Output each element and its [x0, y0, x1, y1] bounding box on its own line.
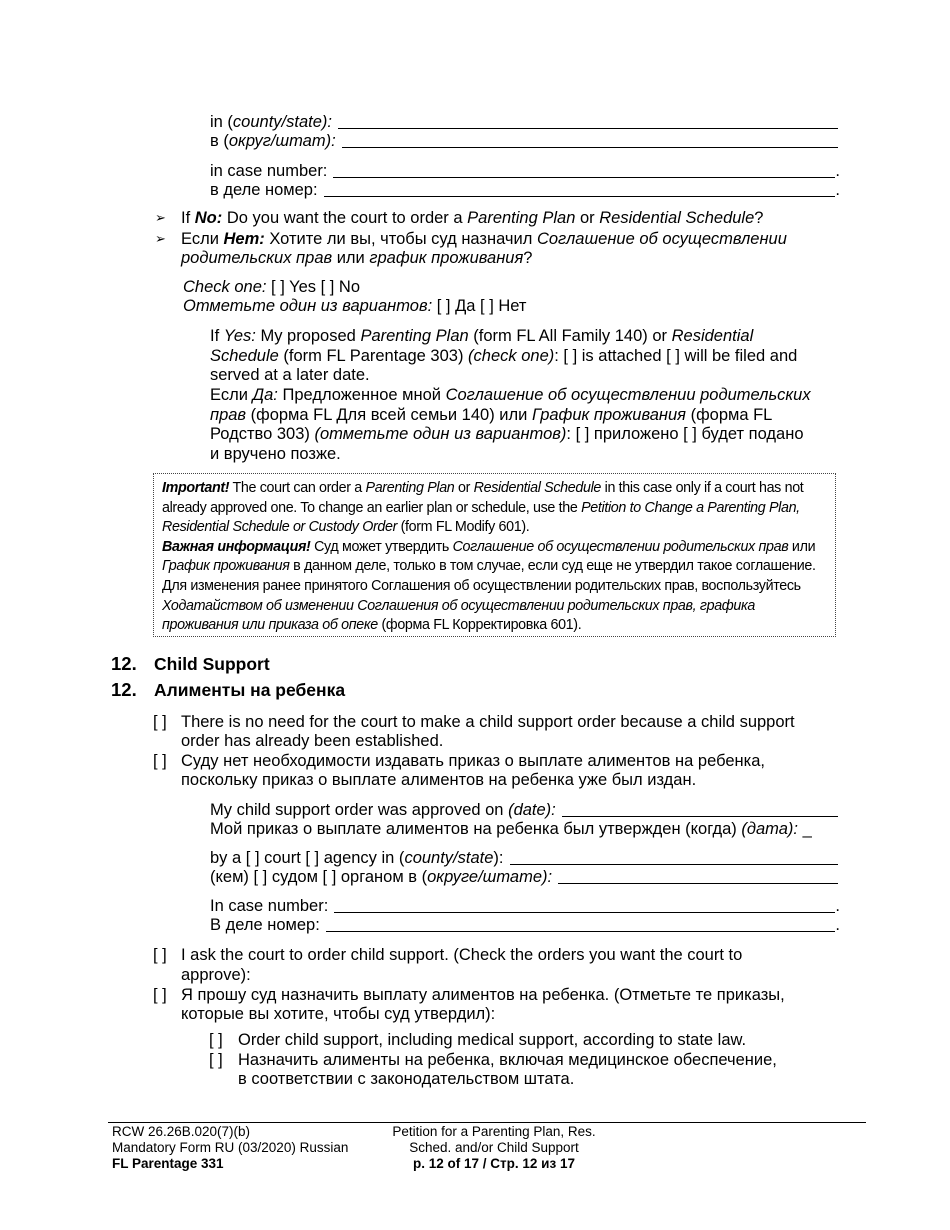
- arrow-bullet-icon: ➢: [155, 210, 166, 225]
- footer-rcw: RCW 26.26B.020(7)(b): [112, 1124, 251, 1139]
- approved-date-en-input-line[interactable]: [562, 816, 838, 817]
- case-ru-input-line[interactable]: [324, 196, 836, 197]
- footer-form-id: FL Parentage 331: [112, 1156, 224, 1171]
- by-court-ru-input-line[interactable]: [558, 883, 838, 884]
- important-notice-box: [153, 473, 836, 637]
- by-court-en-label[interactable]: by a [ ] court [ ] agency in (county/state):: [210, 849, 504, 867]
- case2-ru-label: В деле номер:: [210, 916, 320, 934]
- if-yes-line2[interactable]: Schedule (form FL Parentage 303) (check one): [ ] is attached [ ] will be filed and: [210, 347, 798, 365]
- if-yes-line5: прав (форма FL Для всей семьи 140) или График проживания (форма FL: [210, 406, 773, 424]
- case2-en-input-line[interactable]: [334, 912, 835, 913]
- period: .: [835, 162, 840, 180]
- approved-date-en-label: My child support order was approved on (date):: [210, 801, 556, 819]
- if-yes-line7: и вручено позже.: [210, 445, 341, 463]
- arrow-bullet-icon: ➢: [155, 231, 166, 246]
- case2-ru-input-line[interactable]: [326, 931, 836, 932]
- question-ru-line2: родительских прав или график проживания?: [181, 249, 533, 267]
- case-ru-label: в деле номер:: [210, 181, 318, 199]
- footer-form-title1: Petition for a Parenting Plan, Res.: [392, 1124, 596, 1139]
- by-court-ru-field: [210, 867, 838, 887]
- county-en-input-line[interactable]: [338, 128, 838, 129]
- if-yes-line1: If Yes: My proposed Parenting Plan (form FL All Family 140) or Residential: [210, 327, 754, 345]
- option1-checkbox-ru[interactable]: [ ]: [153, 752, 167, 770]
- if-yes-line4: Если Да: Предложенное мной Соглашение об осуществлении родительских: [210, 386, 811, 404]
- footer-form-version: Mandatory Form RU (03/2020) Russian: [112, 1140, 349, 1155]
- case-en-input-line[interactable]: [333, 177, 835, 178]
- check-one-en[interactable]: Check one: [ ] Yes [ ] No: [183, 278, 361, 296]
- section-12-heading-en: 12. Child Support: [111, 653, 270, 674]
- period: .: [835, 916, 840, 934]
- approved-date-en-field: [210, 800, 838, 820]
- if-yes-line3: served at a later date.: [210, 366, 370, 384]
- case-en-label: in case number:: [210, 162, 328, 180]
- sub-option-ru-line2: в соответствии с законодательством штата.: [238, 1070, 575, 1088]
- footer-form-title2: Sched. and/or Child Support: [409, 1140, 579, 1155]
- period: .: [835, 181, 840, 199]
- option1-checkbox[interactable]: [ ]: [153, 713, 167, 731]
- question-ru-line1: Если Нет: Хотите ли вы, чтобы суд назначил Соглашение об осуществлении: [181, 230, 787, 248]
- case2-en-label: In case number:: [210, 897, 329, 915]
- footer-divider: [108, 1122, 866, 1123]
- footer-page-number: p. 12 of 17 / Стр. 12 из 17: [413, 1156, 575, 1171]
- county-en-label: in (county/state):: [210, 113, 332, 131]
- by-court-en-input-line[interactable]: [510, 864, 838, 865]
- option2-en-line1: I ask the court to order child support. (Check the orders you want the court to: [181, 946, 743, 964]
- question-en: If No: Do you want the court to order a Parenting Plan or Residential Schedule?: [181, 209, 764, 227]
- county-ru-input-line[interactable]: [342, 147, 838, 148]
- sub-option-ru-line1: Назначить алименты на ребенка, включая медицинское обеспечение,: [238, 1051, 777, 1069]
- county-ru-label: в (округ/штат):: [210, 132, 336, 150]
- period: .: [835, 897, 840, 915]
- case-en-field: [210, 161, 840, 181]
- important-ru: Важная информация! Суд может утвердить Соглашение об осуществлении родительских прав или График проживания в данном деле, только в том случае, если суд еще не утвердил такое соглашение. Для изменения ранее принятого Соглашения об осуществлении родительских прав, воспользуйтесь Ходатайством об изменении Соглашения об осуществлении родительских прав, графика проживания или приказа об опеке (форма FL Корректировка 601).: [162, 538, 816, 634]
- section-12-heading-ru: 12. Алименты на ребенка: [111, 679, 346, 700]
- option1-ru-line1: Суду нет необходимости издавать приказ о выплате алиментов на ребенка,: [181, 752, 765, 770]
- case-ru-field: [210, 180, 840, 200]
- check-one-ru[interactable]: Отметьте один из вариантов: [ ] Да [ ] Нет: [183, 297, 527, 315]
- option2-checkbox[interactable]: [ ]: [153, 946, 167, 964]
- option2-en-line2: approve):: [181, 966, 251, 984]
- option2-ru-line1: Я прошу суд назначить выплату алиментов на ребенка. (Отметьте те приказы,: [181, 986, 785, 1004]
- option1-ru-line2: поскольку приказ о выплате алиментов на ребенка уже был издан.: [181, 771, 697, 789]
- footer-middle: [388, 1124, 600, 1172]
- by-court-en-field: [210, 848, 838, 868]
- if-yes-line6[interactable]: Родство 303) (отметьте один из вариантов): [ ] приложено [ ] будет подано: [210, 425, 804, 443]
- important-en: Important! The court can order a Parenting Plan or Residential Schedule in this case only if a court has not already approved one. To change an earlier plan or schedule, use the Petition to Change a Parenting Plan, Residential Schedule or Custody Order (form FL Modify 601).: [162, 480, 804, 536]
- case2-ru-field: [210, 915, 840, 935]
- sub-option-en: Order child support, including medical support, according to state law.: [238, 1031, 747, 1049]
- option2-checkbox-ru[interactable]: [ ]: [153, 986, 167, 1004]
- county-en-field: [210, 112, 838, 132]
- sub-option-checkbox[interactable]: [ ]: [209, 1031, 223, 1049]
- by-court-ru-label[interactable]: (кем) [ ] судом [ ] органом в (округе/штате):: [210, 868, 553, 886]
- sub-option-checkbox-ru[interactable]: [ ]: [209, 1051, 223, 1069]
- option2-ru-line2: которые вы хотите, чтобы суд утвердил):: [181, 1005, 496, 1023]
- case2-en-field: [210, 896, 840, 916]
- option1-en-line2: order has already been established.: [181, 732, 444, 750]
- option1-en-line1: There is no need for the court to make a child support order because a child support: [181, 713, 795, 731]
- footer-left: [112, 1124, 348, 1172]
- county-ru-field: [210, 131, 838, 151]
- approved-date-ru-field[interactable]: Мой приказ о выплате алиментов на ребенка был утвержден (когда) (дата): _: [210, 820, 812, 838]
